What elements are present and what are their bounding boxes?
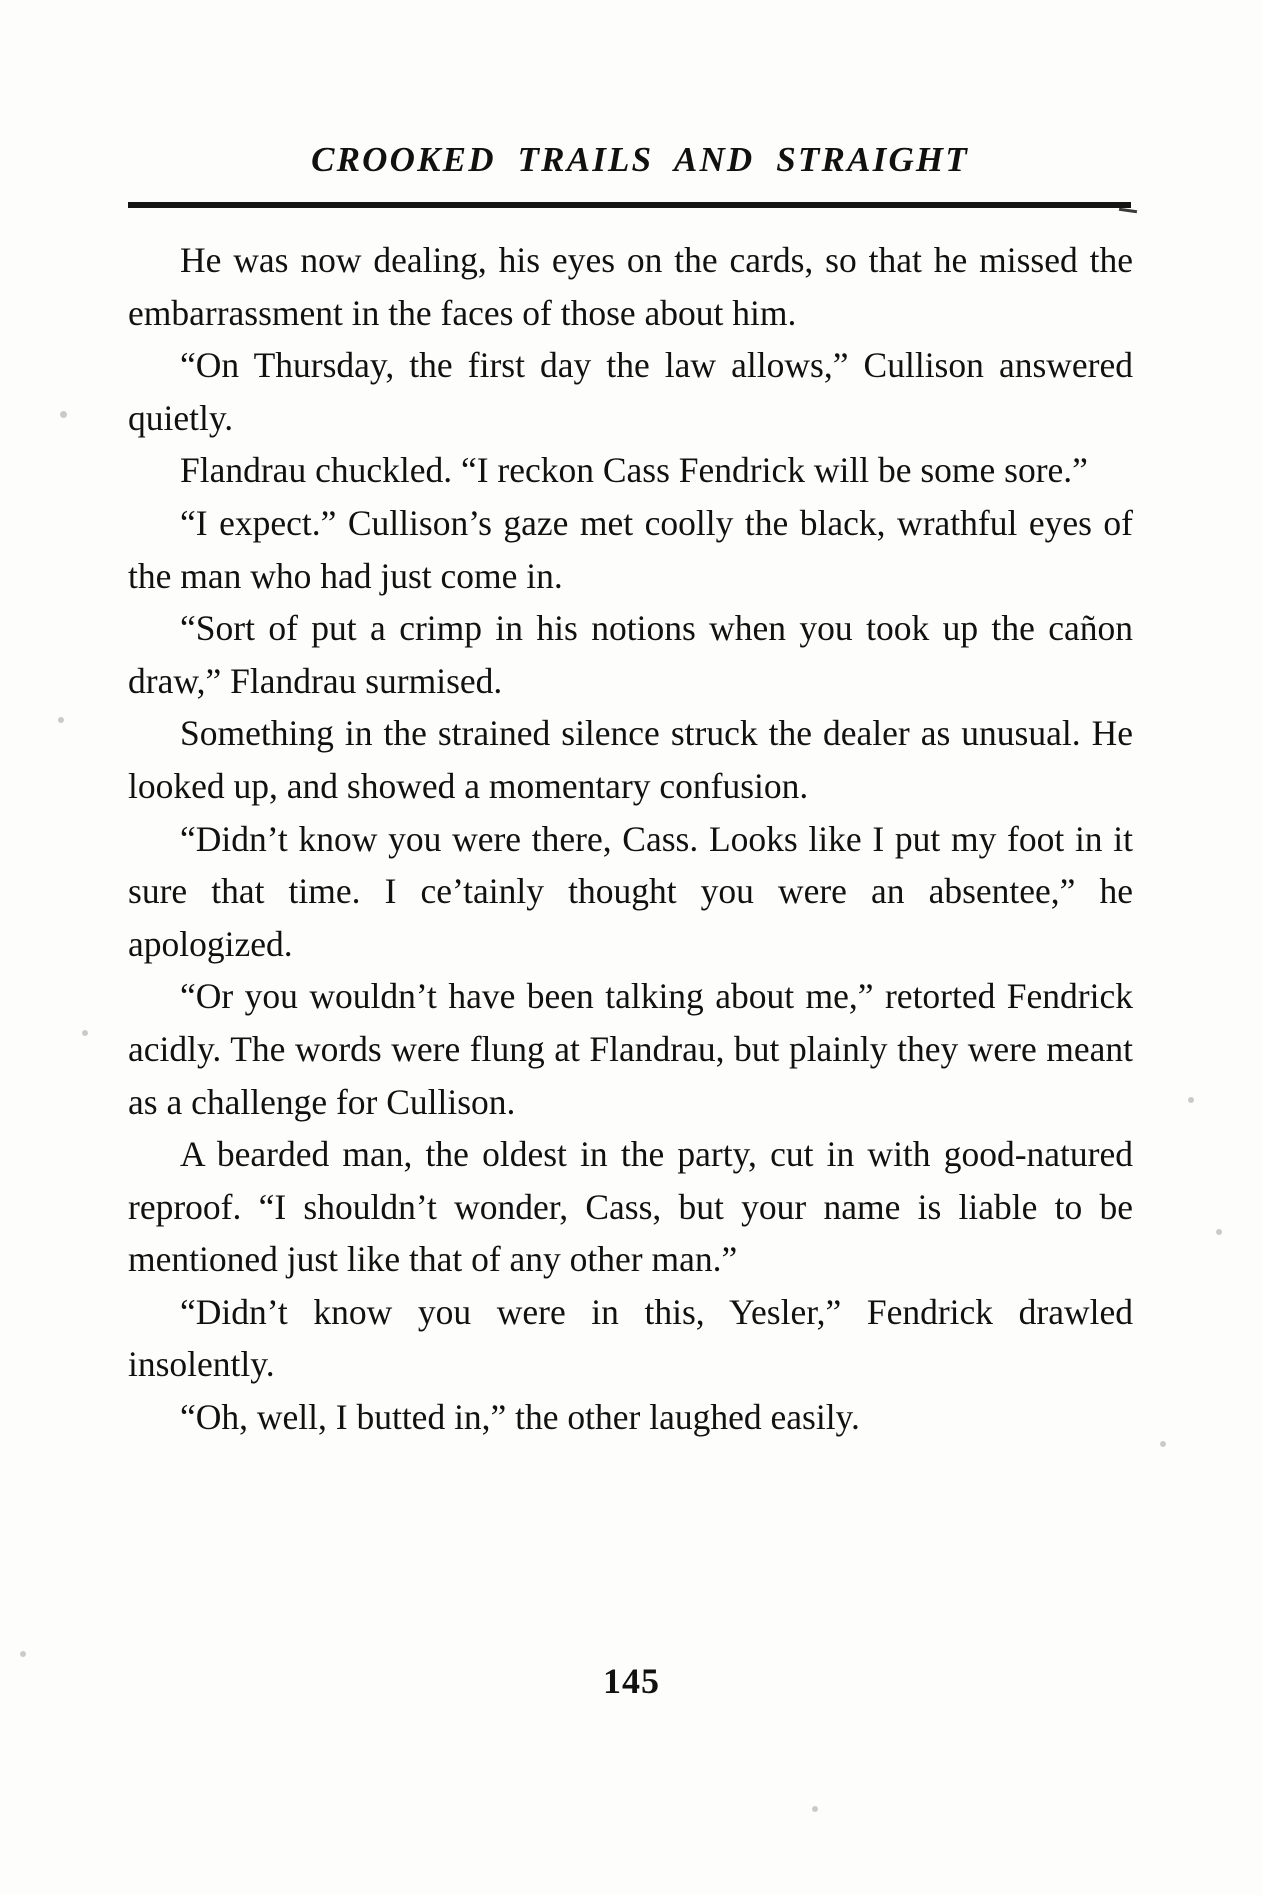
scan-speck (1188, 1097, 1194, 1103)
scan-speck (82, 1030, 88, 1036)
scan-speck (60, 411, 67, 418)
page-number: 145 (603, 1661, 660, 1701)
paragraph: Flandrau chuckled. “I reckon Cass Fendrick will be some sore.” (180, 450, 1088, 491)
paragraph: “On Thursday, the first day the law allows,” Cullison answered quietly. (128, 345, 1133, 438)
running-head: CROOKED TRAILS AND STRAIGHT (311, 140, 969, 179)
scan-speck (1216, 1229, 1222, 1235)
scan-speck (58, 717, 64, 723)
scan-speck (1160, 1441, 1166, 1447)
paragraph: He was now dealing, his eyes on the cards, so that he missed the embarrassment in the faces of those about him. (128, 240, 1133, 333)
paragraph: “Sort of put a crimp in his notions when you took up the cañon draw,” Flandrau surmised. (128, 608, 1133, 701)
paragraph: “Or you wouldn’t have been talking about me,” retorted Fendrick acidly. The words were flung at Flandrau, but plainly they were meant as a challenge for Cullison. (128, 976, 1133, 1122)
body-text (128, 234, 1133, 1444)
header-rule (128, 202, 1131, 208)
paragraph: “Didn’t know you were in this, Yesler,” Fendrick drawled insolently. (128, 1291, 1133, 1385)
scan-speck (812, 1806, 818, 1812)
page-content (128, 140, 1138, 1444)
paragraph: “Didn’t know you were there, Cass. Looks like I put my foot in it sure that time. I ce’tainly thought you were an absentee,” he apologized. (128, 818, 1133, 964)
paragraph: “I expect.” Cullison’s gaze met coolly the black, wrathful eyes of the man who had just come in. (128, 502, 1133, 596)
paragraph: A bearded man, the oldest in the party, cut in with good-natured reproof. “I shouldn’t wonder, Cass, but your name is liable to be mentioned just like that of any other man.” (128, 1134, 1133, 1280)
paragraph: Something in the strained silence struck the dealer as unusual. He looked up, and showed a momentary confusion. (128, 713, 1133, 806)
scan-speck (20, 1651, 26, 1657)
paragraph: “Oh, well, I butted in,” the other laughed easily. (180, 1397, 860, 1438)
